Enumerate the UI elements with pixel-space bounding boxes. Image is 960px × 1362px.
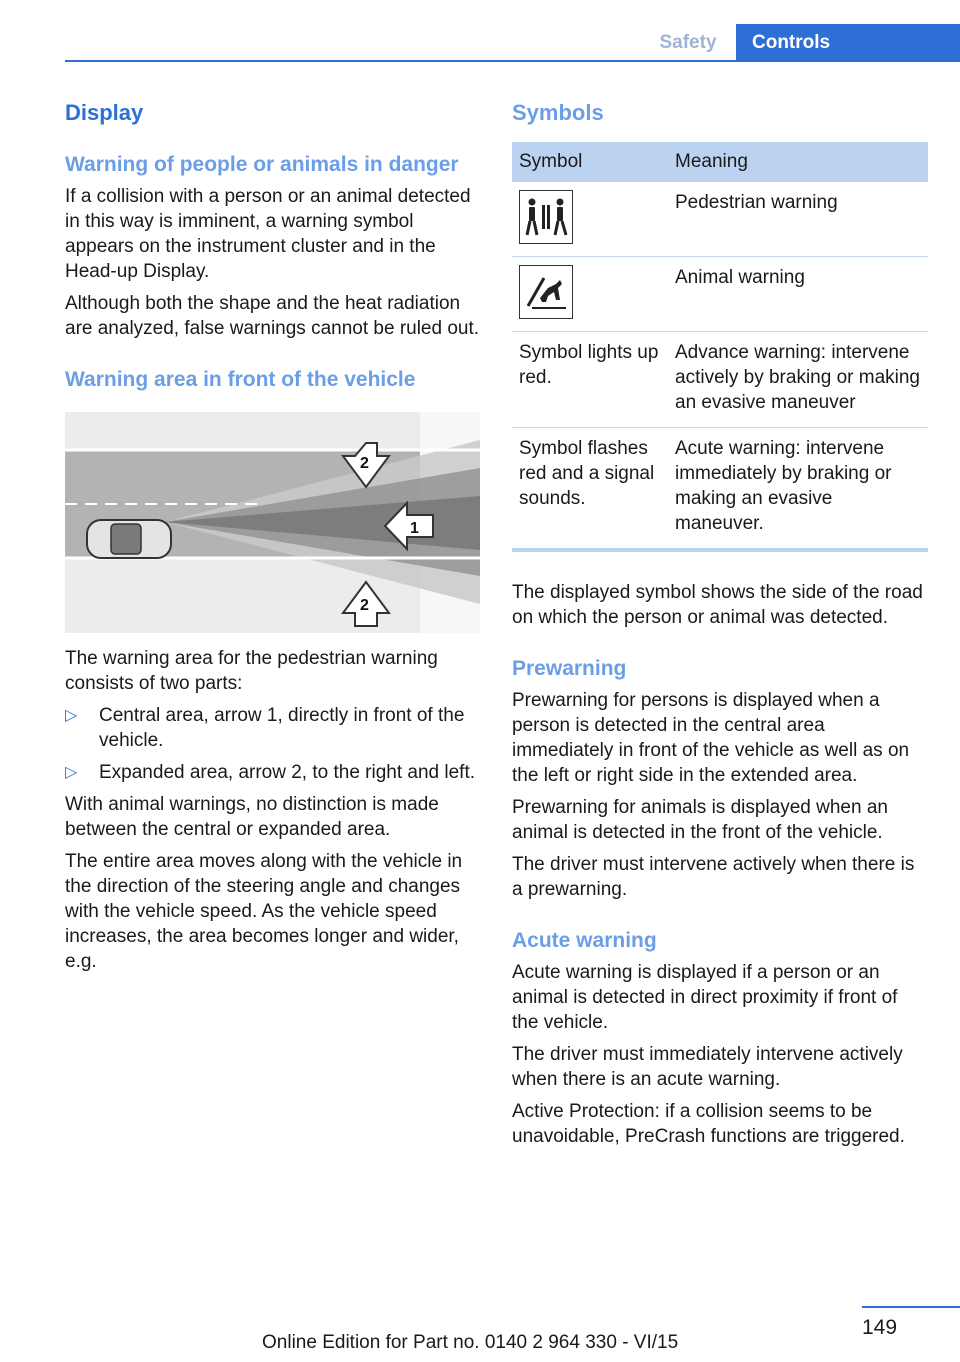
meaning-pedestrian: Pedestrian warning bbox=[668, 182, 928, 257]
left-column bbox=[65, 100, 480, 974]
page-number: 149 bbox=[862, 1316, 898, 1339]
triangle-bullet-icon: ▷ bbox=[65, 707, 78, 724]
col-symbol-header: Symbol bbox=[512, 142, 668, 182]
arrow-2-top-label: 2 bbox=[360, 455, 369, 472]
car-icon bbox=[87, 520, 171, 558]
para-acute-driver: The driver must immediately intervene actively when there is an acute warning. bbox=[512, 1044, 903, 1090]
warning-area-diagram bbox=[65, 412, 480, 633]
para-warning-area: The warning area for the pedestrian warning consists of two parts: bbox=[65, 648, 438, 694]
warning-area-list bbox=[65, 703, 480, 785]
heading-acute-warning: Acute warning bbox=[512, 929, 657, 952]
arrow-1-label: 1 bbox=[410, 520, 419, 537]
list-item: ▷ Central area, arrow 1, directly in front of the vehicle. bbox=[65, 705, 465, 751]
para-false-warnings: Although both the shape and the heat radiation are analyzed, false warnings cannot be ruled out. bbox=[65, 293, 480, 339]
table-row bbox=[512, 257, 928, 332]
heading-prewarning: Prewarning bbox=[512, 657, 627, 680]
para-prewarning-driver: The driver must intervene actively when there is a prewarning. bbox=[512, 854, 915, 900]
edition-line: Online Edition for Part no. 0140 2 964 330 - VI/15 bbox=[262, 1332, 679, 1353]
meaning-advance: Advance warning: intervene actively by braking or making an evasive maneuver bbox=[668, 332, 928, 428]
meaning-animal: Animal warning bbox=[668, 257, 928, 332]
para-active-protection: Active Protection: if a collision seems to be unavoidable, PreCrash functions are triggered. bbox=[512, 1101, 905, 1147]
para-symbol-side: The displayed symbol shows the side of the road on which the person or animal was detected. bbox=[512, 582, 923, 628]
pedestrian-warning-icon bbox=[519, 190, 573, 244]
animal-warning-icon bbox=[519, 265, 573, 319]
right-column bbox=[512, 100, 928, 1149]
para-area-moves: The entire area moves along with the vehicle in the direction of the steering angle and changes with the vehicle speed. As the vehicle speed increases, the area becomes longer and wider, e.g. bbox=[65, 851, 463, 972]
para-collision: If a collision with a person or an animal detected in this way is imminent, a warning symbol appears on the instrument cluster and in the Head-up Display. bbox=[65, 186, 471, 282]
para-prewarning-animals: Prewarning for animals is displayed when an animal is detected in the front of the vehicle. bbox=[512, 797, 888, 843]
para-animal-warnings: With animal warnings, no distinction is made between the central or expanded area. bbox=[65, 794, 439, 840]
heading-warning-people: Warning of people or animals in danger bbox=[65, 153, 459, 176]
triangle-bullet-icon: ▷ bbox=[65, 764, 78, 781]
table-row bbox=[512, 428, 928, 551]
symbol-lights-red: Symbol lights up red. bbox=[512, 332, 668, 428]
warning-area-figure bbox=[65, 412, 480, 633]
table-row bbox=[512, 182, 928, 257]
table-header-row bbox=[512, 142, 928, 182]
col-meaning-header: Meaning bbox=[668, 142, 928, 182]
heading-display: Display bbox=[65, 100, 144, 125]
para-prewarning-persons: Prewarning for persons is displayed when a person is detected in the central area immediately in front of the vehicle as well as on the left or right side in the extended area. bbox=[512, 690, 910, 786]
list-item: ▷ Expanded area, arrow 2, to the right and left. bbox=[65, 762, 476, 783]
meaning-acute: Acute warning: intervene immediately by braking or making an evasive maneuver. bbox=[668, 428, 928, 551]
symbols-table bbox=[512, 142, 928, 552]
heading-warning-area: Warning area in front of the vehicle bbox=[65, 368, 416, 391]
tab-controls[interactable]: Controls bbox=[736, 24, 960, 62]
tab-safety[interactable]: Safety bbox=[659, 31, 717, 53]
table-row bbox=[512, 332, 928, 428]
symbol-flashes-red: Symbol flashes red and a signal sounds. bbox=[512, 428, 668, 551]
heading-symbols: Symbols bbox=[512, 100, 604, 125]
arrow-2-bottom-label: 2 bbox=[360, 597, 369, 614]
footer-rule bbox=[862, 1306, 960, 1308]
para-acute-displayed: Acute warning is displayed if a person or an animal is detected in direct proximity if front of the vehicle. bbox=[512, 962, 898, 1033]
